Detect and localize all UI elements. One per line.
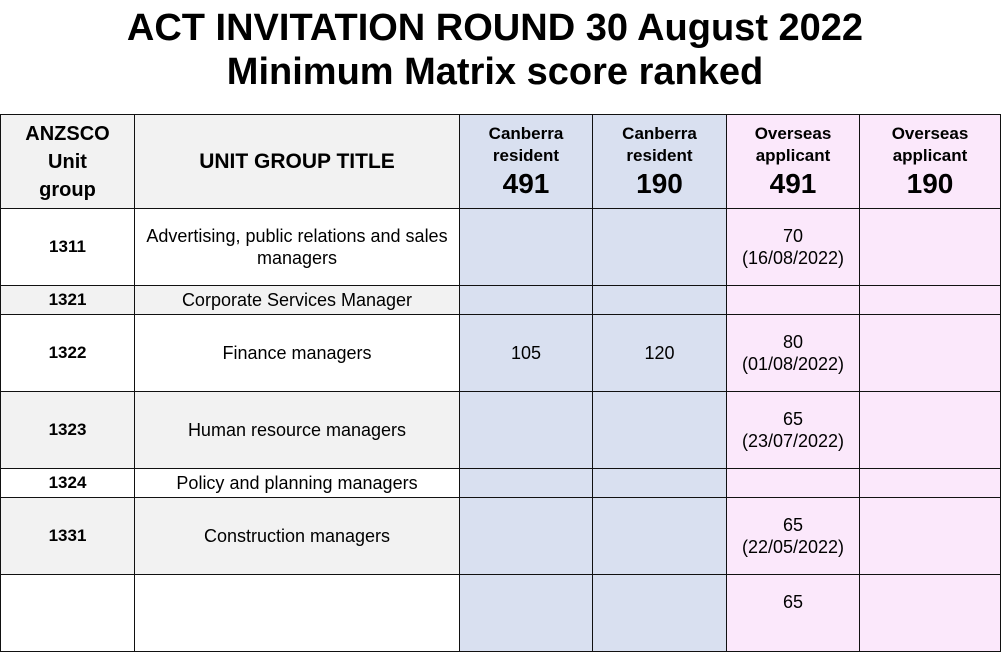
- row-overseas-190: [860, 392, 1001, 469]
- header-canberra-491: Canberra resident 491: [460, 115, 593, 209]
- row-title: [135, 575, 460, 652]
- row-canberra-491: [460, 392, 593, 469]
- row-overseas-491: 80 (01/08/2022): [727, 315, 860, 392]
- row-code: 1311: [1, 209, 135, 286]
- row-canberra-491: [460, 575, 593, 652]
- row-canberra-491: [460, 498, 593, 575]
- row-canberra-190: [593, 209, 727, 286]
- row-overseas-190: [860, 209, 1001, 286]
- row-canberra-190: [593, 469, 727, 498]
- row-overseas-491: [727, 469, 860, 498]
- header-overseas-190: Overseas applicant 190: [860, 115, 1001, 209]
- header-row: [1, 115, 1001, 209]
- table-row: [1, 209, 1001, 286]
- row-overseas-491: [727, 286, 860, 315]
- row-title: Advertising, public relations and sales managers: [135, 209, 460, 286]
- document-title: [0, 6, 990, 94]
- table-row: [1, 286, 1001, 315]
- row-canberra-491: [460, 469, 593, 498]
- table-row: [1, 392, 1001, 469]
- title-line-2: Minimum Matrix score ranked: [226, 51, 764, 93]
- row-canberra-190: 120: [593, 315, 727, 392]
- table-row: [1, 575, 1001, 652]
- title-line-1: ACT INVITATION ROUND 30 August 2022: [126, 7, 864, 49]
- row-canberra-491: 105: [460, 315, 593, 392]
- row-canberra-190: [593, 286, 727, 315]
- table-row: [1, 315, 1001, 392]
- row-overseas-190: [860, 315, 1001, 392]
- row-canberra-190: [593, 498, 727, 575]
- table-row: [1, 469, 1001, 498]
- row-code: 1321: [1, 286, 135, 315]
- row-overseas-491: 65: [727, 575, 860, 652]
- row-code: 1324: [1, 469, 135, 498]
- row-title: Construction managers: [135, 498, 460, 575]
- row-title: Finance managers: [135, 315, 460, 392]
- row-title: Policy and planning managers: [135, 469, 460, 498]
- row-canberra-190: [593, 392, 727, 469]
- table-row: [1, 498, 1001, 575]
- row-canberra-491: [460, 286, 593, 315]
- header-overseas-491: Overseas applicant 491: [727, 115, 860, 209]
- header-anzsco: ANZSCO Unit group: [1, 115, 135, 209]
- invitation-table: [0, 114, 1001, 652]
- row-canberra-491: [460, 209, 593, 286]
- row-code: [1, 575, 135, 652]
- row-code: 1322: [1, 315, 135, 392]
- row-title: Corporate Services Manager: [135, 286, 460, 315]
- row-overseas-190: [860, 286, 1001, 315]
- row-title: Human resource managers: [135, 392, 460, 469]
- row-overseas-190: [860, 498, 1001, 575]
- row-overseas-491: 65 (22/05/2022): [727, 498, 860, 575]
- row-overseas-190: [860, 469, 1001, 498]
- row-code: 1331: [1, 498, 135, 575]
- row-code: 1323: [1, 392, 135, 469]
- row-canberra-190: [593, 575, 727, 652]
- header-canberra-190: Canberra resident 190: [593, 115, 727, 209]
- header-unit-title: UNIT GROUP TITLE: [135, 115, 460, 209]
- row-overseas-190: [860, 575, 1001, 652]
- row-overseas-491: 70 (16/08/2022): [727, 209, 860, 286]
- row-overseas-491: 65 (23/07/2022): [727, 392, 860, 469]
